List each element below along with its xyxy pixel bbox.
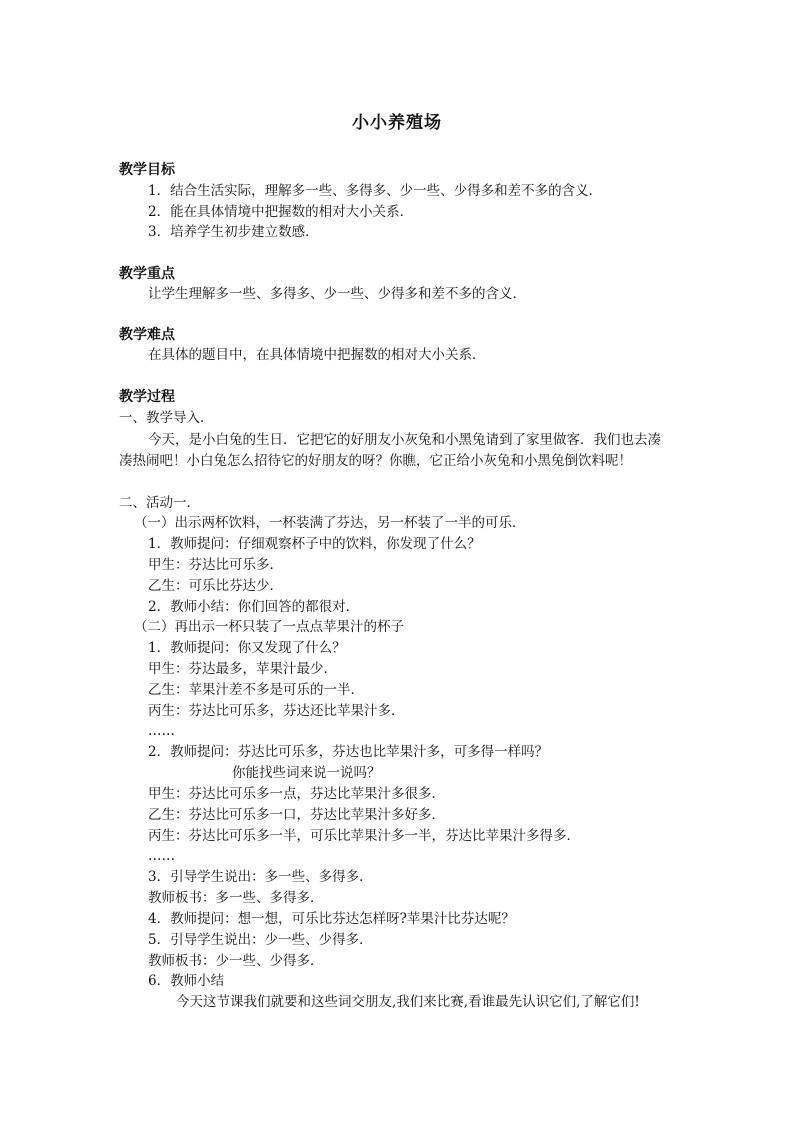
process-line: 今天这节课我们就要和这些词交朋友,我们来比赛,看谁最先认识它们,了解它们!	[176, 994, 640, 1010]
process-line: 丙生：芬达比可乐多，芬达还比苹果汁多．	[148, 703, 405, 719]
key-points-heading: 教学重点	[119, 266, 175, 282]
process-line: 教师板书：多一些、多得多．	[148, 890, 324, 906]
process-line: 甲生：芬达比可乐多一点，芬达比苹果汁多很多．	[148, 786, 445, 802]
process-line: 教师板书：少一些、少得多．	[148, 953, 324, 969]
activity-heading: 二、活动一．	[119, 495, 200, 511]
process-line: 你能找些词来说一说吗？	[232, 765, 381, 781]
intro-paragraph-line: 今天，是小白兔的生日．它把它的好朋友小灰兔和小黑兔请到了家里做客．我们也去凑	[148, 432, 661, 448]
objectives-heading: 教学目标	[119, 162, 175, 178]
process-line: 甲生：芬达比可乐多．	[148, 557, 283, 573]
process-line: 1．教师提问：仔细观察杯子中的饮料，你发现了什么？	[148, 536, 481, 552]
process-line: 2．教师提问：芬达比可乐多，芬达也比苹果汁多，可多得一样吗？	[148, 744, 549, 760]
process-line: 丙生：芬达比可乐多一半，可乐比苹果汁多一半，芬达比苹果汁多得多．	[148, 828, 580, 844]
objective-item: 1．结合生活实际，理解多一些、多得多、少一些、少得多和差不多的含义．	[148, 183, 603, 199]
difficulties-text: 在具体的题目中，在具体情境中把握数的相对大小关系．	[148, 347, 486, 363]
document-title: 小小养殖场	[352, 113, 442, 133]
process-heading: 教学过程	[119, 389, 175, 405]
key-points-text: 让学生理解多一些、多得多、少一些、少得多和差不多的含义．	[148, 286, 526, 302]
process-line: 6．教师小结	[148, 973, 225, 989]
process-line: 甲生：芬达最多，苹果汁最少．	[148, 661, 337, 677]
process-line: ……	[148, 723, 175, 739]
process-line: 乙生：芬达比可乐多一口，芬达比苹果汁多好多．	[148, 807, 445, 823]
process-line: （一）出示两杯饮料，一杯装满了芬达，另一杯装了一半的可乐．	[134, 515, 526, 531]
process-line: 乙生：苹果汁差不多是可乐的一半．	[148, 682, 364, 698]
intro-paragraph-line: 凑热闹吧！小白兔怎么招待它的好朋友的呀？你瞧，它正给小灰兔和小黑兔倒饮料呢！	[119, 453, 632, 469]
process-line: 乙生：可乐比芬达少．	[148, 578, 283, 594]
process-line: 5．引导学生说出：少一些、少得多．	[148, 932, 373, 948]
process-line: 1．教师提问：你又发现了什么？	[148, 640, 346, 656]
objective-item: 2．能在具体情境中把握数的相对大小关系．	[148, 204, 414, 220]
process-line: 2．教师小结：你们回答的都很对．	[148, 599, 360, 615]
process-line: ……	[148, 848, 175, 864]
intro-heading: 一、教学导入．	[119, 410, 214, 426]
process-line: （二）再出示一杯只装了一点点苹果汁的杯子	[134, 619, 404, 635]
process-line: 4．教师提问：想一想，可乐比芬达怎样呀?苹果汁比芬达呢？	[148, 911, 515, 927]
difficulties-heading: 教学难点	[119, 327, 175, 343]
objective-item: 3．培养学生初步建立数感．	[148, 224, 319, 240]
process-line: 3．引导学生说出：多一些、多得多．	[148, 869, 373, 885]
